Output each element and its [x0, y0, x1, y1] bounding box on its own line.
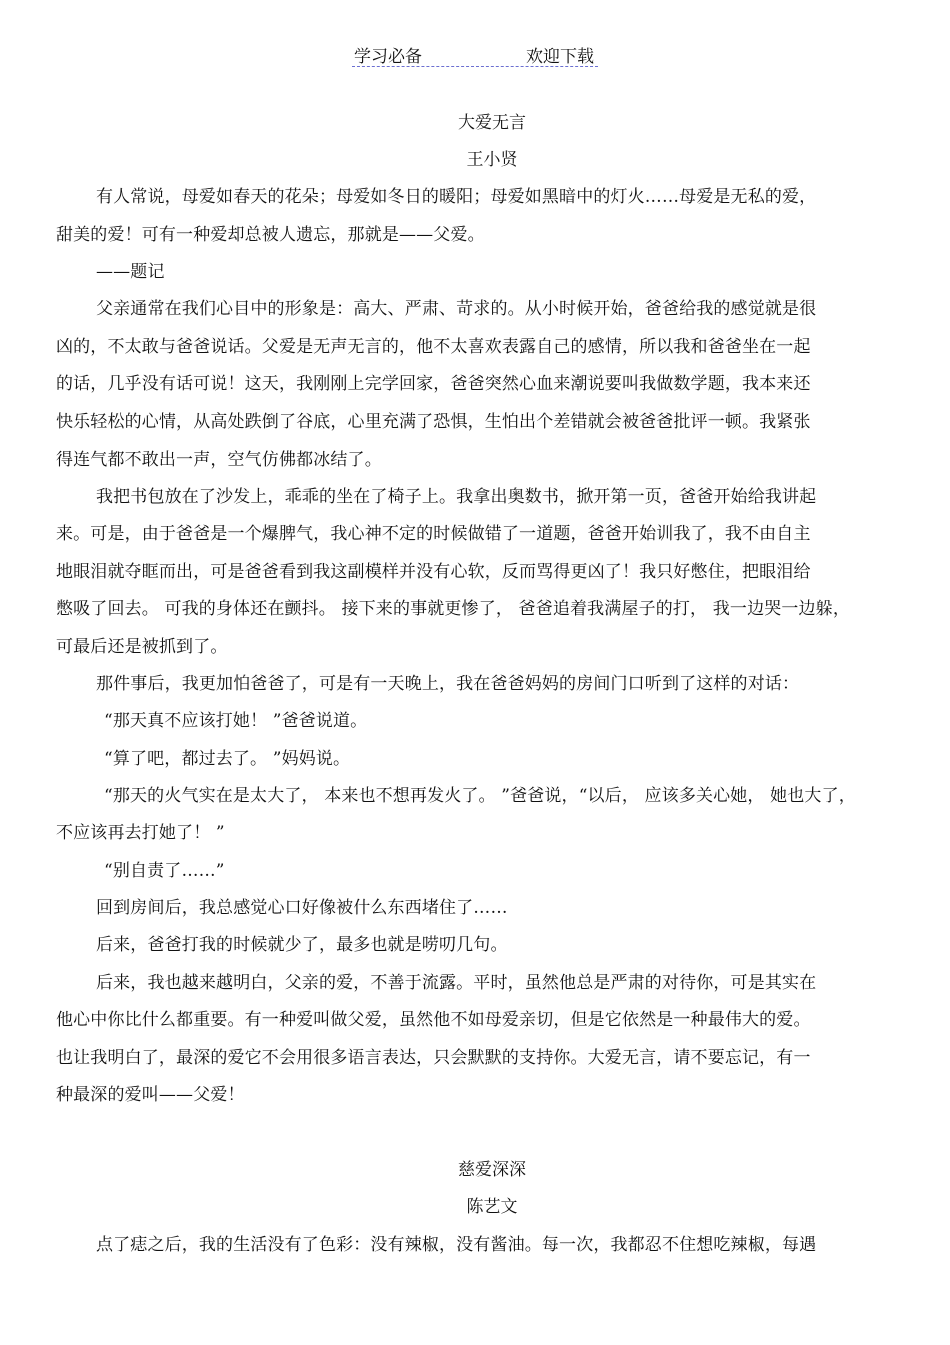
- page-header: [352, 40, 598, 67]
- article1-line: 后来，爸爸打我的时候就少了，最多也就是唠叨几句。: [96, 935, 508, 955]
- header-left-text: 学习必备: [354, 47, 422, 67]
- article2-line: 点了痣之后，我的生活没有了色彩：没有辣椒，没有酱油。每一次，我都忍不住想吃辣椒，每遇: [96, 1235, 817, 1255]
- article2-title: 慈爱深深: [458, 1160, 526, 1180]
- article1-line: 凶的，不太敢与爸爸说话。父爱是无声无言的，他不太喜欢表露自己的感情，所以我和爸爸坐在一起: [56, 337, 811, 357]
- article1-line: 有人常说，母爱如春天的花朵；母爱如冬日的暖阳；母爱如黑暗中的灯火……母爱是无私的爱，: [96, 187, 817, 207]
- article1-line: 可最后还是被抓到了。: [56, 637, 228, 657]
- article1-line: “算了吧，都过去了。 ”妈妈说。: [104, 749, 351, 769]
- article1-line: “那天的火气实在是太大了， 本来也不想再发火了。 ”爸爸说，“以后， 应该多关心她， 她也大了，: [104, 786, 856, 806]
- article1-line: ——题记: [96, 262, 165, 282]
- article1-line: 得连气都不敢出一声，空气仿佛都冰结了。: [56, 450, 382, 470]
- article1-line: 快乐轻松的心情，从高处跌倒了谷底，心里充满了恐惧，生怕出个差错就会被爸爸批评一顿。我紧张: [56, 412, 811, 432]
- article1-line: 地眼泪就夺眶而出，可是爸爸看到我这副模样并没有心软，反而骂得更凶了！我只好憋住，把眼泪给: [56, 562, 811, 582]
- article2-author: 陈艺文: [466, 1197, 518, 1217]
- article1-line: 种最深的爱叫——父爱！: [56, 1085, 245, 1105]
- article1-line: “那天真不应该打她！ ”爸爸说道。: [104, 711, 368, 731]
- article1-line: 他心中你比什么都重要。有一种爱叫做父爱，虽然他不如母爱亲切，但是它依然是一种最伟大的爱。: [56, 1010, 811, 1030]
- article1-line: 甜美的爱！可有一种爱却总被人遗忘，那就是——父爱。: [56, 225, 485, 245]
- article1-line: 父亲通常在我们心目中的形象是：高大、严肃、苛求的。从小时候开始，爸爸给我的感觉就是很: [96, 299, 817, 319]
- article1-line: 不应该再去打她了！ ”: [56, 823, 225, 843]
- article1-line: “别自责了……”: [104, 861, 225, 881]
- header-right-text: 欢迎下载: [526, 47, 594, 67]
- article1-title: 大爱无言: [458, 113, 526, 133]
- article1-line: 也让我明白了，最深的爱它不会用很多语言表达，只会默默的支持你。大爱无言，请不要忘记，有一: [56, 1048, 811, 1068]
- article1-line: 那件事后，我更加怕爸爸了，可是有一天晚上，我在爸爸妈妈的房间门口听到了这样的对话：: [96, 674, 800, 694]
- article1-line: 我把书包放在了沙发上，乖乖的坐在了椅子上。我拿出奥数书，掀开第一页，爸爸开始给我讲起: [96, 487, 817, 507]
- article1-line: 回到房间后，我总感觉心口好像被什么东西堵住了……: [96, 898, 508, 918]
- article1-line: 后来，我也越来越明白，父亲的爱，不善于流露。平时，虽然他总是严肃的对待你，可是其实在: [96, 973, 817, 993]
- article1-line: 憋吸了回去。 可我的身体还在颤抖。 接下来的事就更惨了， 爸爸追着我满屋子的打， 我一边哭一边躲，: [56, 599, 850, 619]
- article1-author: 王小贤: [466, 150, 518, 170]
- article1-line: 的话，几乎没有话可说！这天，我刚刚上完学回家，爸爸突然心血来潮说要叫我做数学题，我本来还: [56, 374, 811, 394]
- article1-line: 来。可是，由于爸爸是一个爆脾气，我心神不定的时候做错了一道题，爸爸开始训我了，我不由自主: [56, 524, 811, 544]
